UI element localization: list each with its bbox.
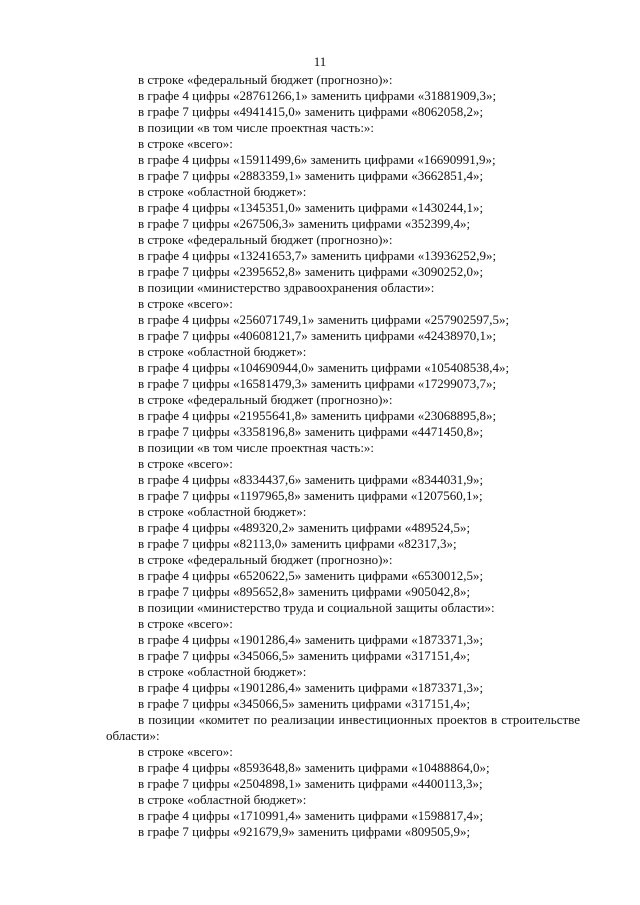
document-line: в графе 7 цифры «2883359,1» заменить цифрами «3662851,4»; — [138, 168, 484, 183]
document-line: в графе 4 цифры «6520622,5» заменить цифрами «6530012,5»; — [138, 568, 484, 583]
document-line: в графе 4 цифры «13241653,7» заменить цифрами «13936252,9»; — [138, 248, 497, 263]
document-line: в графе 4 цифры «489320,2» заменить цифрами «489524,5»; — [138, 520, 471, 535]
document-line: в строке «всего»: — [138, 296, 233, 311]
document-line: в графе 7 цифры «3358196,8» заменить цифрами «4471450,8»; — [138, 424, 484, 439]
document-line: в графе 4 цифры «8593648,8» заменить цифрами «10488864,0»; — [138, 760, 490, 775]
page-number: 11 — [313, 54, 327, 69]
document-line: в строке «всего»: — [138, 136, 233, 151]
document-line: в графе 4 цифры «1901286,4» заменить цифрами «1873371,3»; — [138, 632, 484, 647]
document-line: в строке «всего»: — [138, 616, 233, 631]
document-line: в графе 7 цифры «345066,5» заменить цифрами «317151,4»; — [138, 696, 471, 711]
document-line: в строке «федеральный бюджет (прогнозно)»: — [138, 232, 393, 247]
document-line: в графе 4 цифры «256071749,1» заменить цифрами «257902597,5»; — [138, 312, 510, 327]
document-line: в графе 7 цифры «895652,8» заменить цифрами «905042,8»; — [138, 584, 471, 599]
document-line: в графе 7 цифры «16581479,3» заменить цифрами «17299073,7»; — [138, 376, 497, 391]
document-line: в позиции «в том числе проектная часть:»: — [138, 440, 375, 455]
document-line: в графе 7 цифры «40608121,7» заменить цифрами «42438970,1»; — [138, 328, 497, 343]
document-line: в графе 4 цифры «1901286,4» заменить цифрами «1873371,3»; — [138, 680, 484, 695]
document-line: в строке «федеральный бюджет (прогнозно)»: — [138, 72, 393, 87]
document-line: в строке «областной бюджет»: — [138, 184, 307, 199]
document-line: в строке «областной бюджет»: — [138, 792, 307, 807]
document-line: в строке «областной бюджет»: — [138, 504, 307, 519]
document-line: в графе 4 цифры «8334437,6» заменить цифрами «8344031,9»; — [138, 472, 484, 487]
document-line: в графе 7 цифры «1197965,8» заменить цифрами «1207560,1»; — [138, 488, 483, 503]
document-line: в графе 4 цифры «21955641,8» заменить цифрами «23068895,8»; — [138, 408, 497, 423]
document-line: в графе 4 цифры «104690944,0» заменить цифрами «105408538,4»; — [138, 360, 510, 375]
document-line: в строке «федеральный бюджет (прогнозно)»: — [138, 392, 393, 407]
document-line: в графе 7 цифры «921679,9» заменить цифрами «809505,9»; — [138, 824, 471, 839]
document-line: в графе 7 цифры «2504898,1» заменить цифрами «4400113,3»; — [138, 776, 483, 791]
document-line: в графе 7 цифры «82113,0» заменить цифрами «82317,3»; — [138, 536, 457, 551]
document-line: в графе 4 цифры «1710991,4» заменить цифрами «1598817,4»; — [138, 808, 484, 823]
document-line: в графе 7 цифры «2395652,8» заменить цифрами «3090252,0»; — [138, 264, 484, 279]
document-line: в позиции «министерство здравоохранения области»: — [138, 280, 435, 295]
document-line: в графе 7 цифры «345066,5» заменить цифрами «317151,4»; — [138, 648, 471, 663]
document-line: в строке «областной бюджет»: — [138, 344, 307, 359]
document-line: в графе 4 цифры «28761266,1» заменить цифрами «31881909,3»; — [138, 88, 497, 103]
document-line: в позиции «комитет по реализации инвестиционных проектов в строительстве области»: — [106, 712, 580, 743]
document-line: в позиции «министерство труда и социальной защиты области»: — [138, 600, 495, 615]
document-line: в строке «федеральный бюджет (прогнозно)»: — [138, 552, 393, 567]
document-line: в графе 4 цифры «15911499,6» заменить цифрами «16690991,9»; — [138, 152, 496, 167]
document-line: в графе 7 цифры «267506,3» заменить цифрами «352399,4»; — [138, 216, 471, 231]
document-line: в графе 4 цифры «1345351,0» заменить цифрами «1430244,1»; — [138, 200, 484, 215]
document-line: в строке «всего»: — [138, 744, 233, 759]
document-line: в строке «всего»: — [138, 456, 233, 471]
document-line: в строке «областной бюджет»: — [138, 664, 307, 679]
document-line: в графе 7 цифры «4941415,0» заменить цифрами «8062058,2»; — [138, 104, 484, 119]
document-line: в позиции «в том числе проектная часть:»: — [138, 120, 375, 135]
